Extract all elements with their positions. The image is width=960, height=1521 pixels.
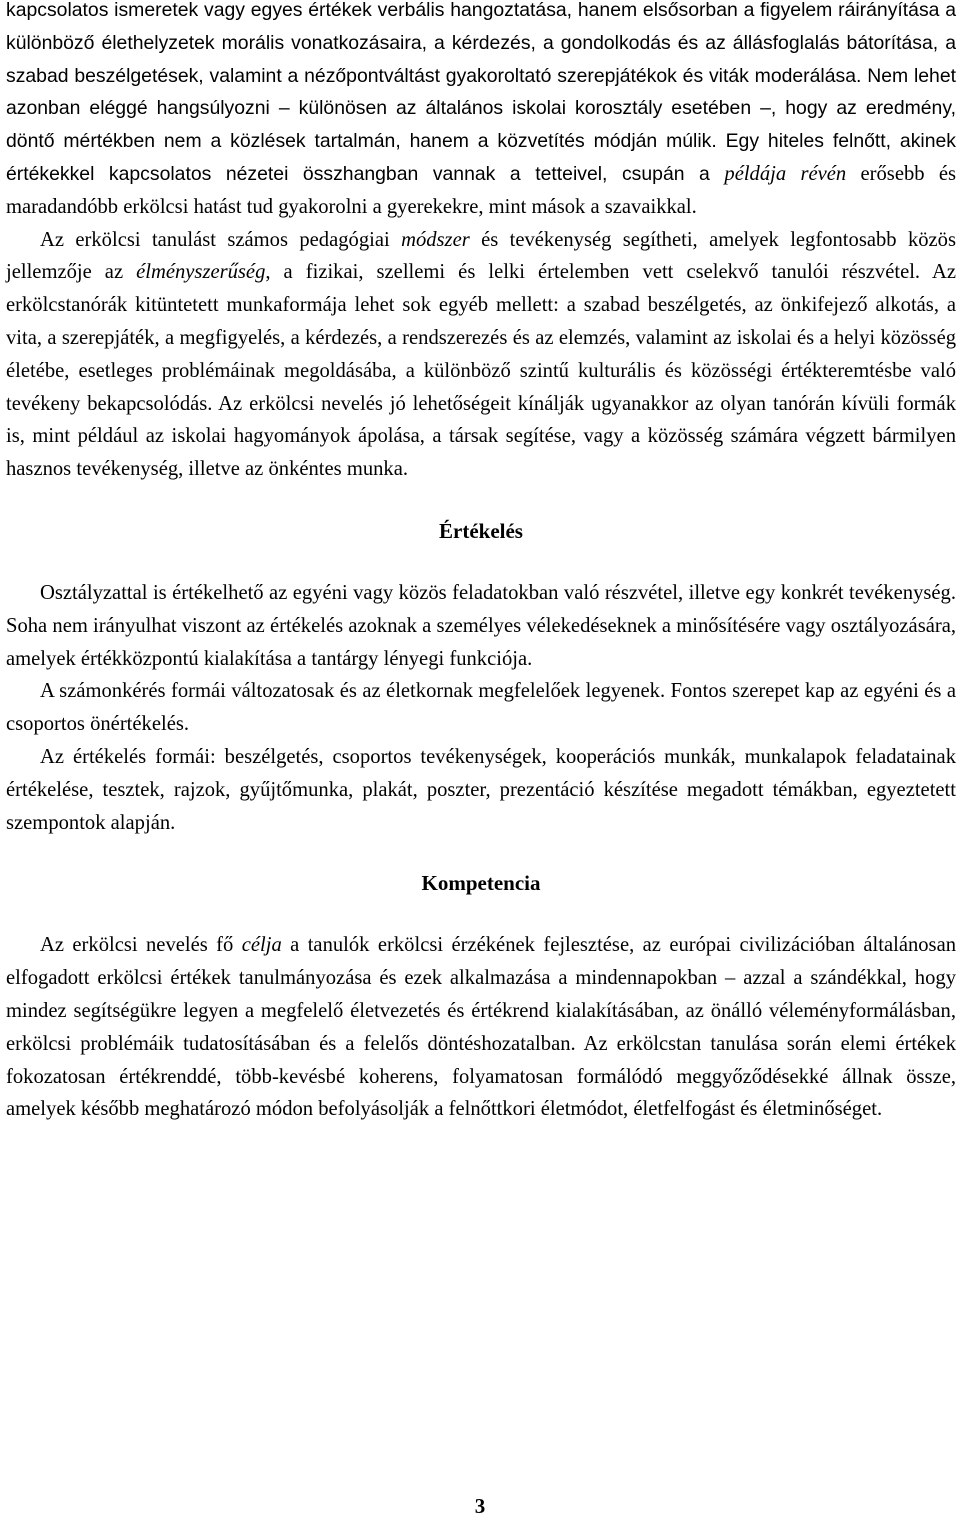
text-run: Az erkölcsi nevelés fő (40, 934, 242, 957)
section-heading-evaluation: Értékelés (439, 518, 523, 543)
text-run: és tevékenység segítheti, amelyek legfontosabb közös jellemzője az (6, 228, 956, 284)
page-number: 3 (474, 1494, 486, 1518)
text-run: a tanulók erkölcsi érzékének fejlesztése, az európai civilizációban általánosan elfogadott erkölcsi értékek tanulmányozása és ezek alkalmazása a mindennapokban – azzal a szándékkal, hogy mindez segítségükre legyen a megfelelő életvezetés és értékrend kialakításában, az önálló véleményformálásban, erkölcsi problémáik tudatosításában és a felelős döntéshozatalban. Az erkölcstan tanulása során elemi értékek fokozatosan értékrenddé, több-kevésbé koherens, folyamatosan formálódó meggyőződésekké állnak össze, amelyek később meghatározó módon befolyásolják a felnőttkori életmódot, életfelfogást és életminőséget. (6, 934, 957, 1121)
italic-run: példája révén (724, 162, 847, 185)
paragraph-assessment-forms: A számonkérés formái változatosak és az életkornak megfelelőek legyenek. Fontos szerepet kap az egyéni és a csoportos önértékelés. (6, 680, 956, 736)
text-run: kapcsolatos ismeretek vagy egyes értékek verbális hangoztatása, hanem elsősorban a figyelem ráirányítása a különböző élethelyzetek morális vonatkozásaira, a kérdezés, a gondolkodás és az állásfoglalás bátorítása, a szabad beszélgetések, valamint a nézőpontváltást gyakoroltató szerepjátékok és viták moderálása. Nem lehet azonban eléggé hangsúlyozni – különösen az általános iskolai korosztály esetében –, hogy az eredmény, döntő mértékben nem a közlések tartalmán, hanem a közvetítés módján múlik. Egy hiteles felnőtt, akinek értékekkel kapcsolatos nézetei összhangban vannak a tetteivel, csupán a (6, 0, 956, 185)
section-heading-competence: Kompetencia (421, 871, 541, 896)
text-run: erősebb és maradandóbb erkölcsi hatást tud gyakorolni a gyerekekre, mint mások a szavaikkal. (6, 162, 957, 218)
italic-run: célja (241, 934, 282, 957)
document-page (6, 0, 956, 1126)
paragraph-evaluation-forms: Az értékelés formái: beszélgetés, csoportos tevékenységek, kooperációs munkák, munkalapok feladatainak értékelése, tesztek, rajzok, gyűjtőmunka, plakát, poszter, prezentáció készítése megadott témákban, egyeztetett szempontok alapján. (6, 745, 956, 834)
italic-run: módszer (401, 228, 470, 251)
text-run: , a fizikai, szellemi és lelki értelemben vett cselekvő tanulói részvétel. Az erkölcstanórák kitüntetett munkaformája lehet sok egyéb mellett: a szabad beszélgetés, az önkifejező alkotás, a vita, a szerepjáték, a megfigyelés, a kérdezés, a rendszerezés és az elemzés, valamint az iskolai és a helyi közösség életébe, esetleges problémáinak megoldásába, a különböző szintű kulturális és közösségi értékteremtésbe való tevékeny bekapcsolódás. Az erkölcsi nevelés jó lehetőségeit kínálják ugyanakkor az olyan tanórán kívüli formák is, mint például az iskolai hagyományok ápolása, a társak segítése, vagy a közösség számára végzett bármilyen hasznos tevékenység, illetve az önkéntes munka. (6, 261, 956, 481)
paragraph-grading: Osztályzattal is értékelhető az egyéni vagy közös feladatokban való részvétel, illetve egy konkrét tevékenység. Soha nem irányulhat viszont az értékelés azoknak a személyes vélekedéseknek a minősítésére vagy osztályozására, amelyek értékközpontú kialakítása a tantárgy lényegi funkciója. (6, 581, 956, 670)
text-run: Az erkölcsi tanulást számos pedagógiai (40, 228, 402, 251)
italic-run: élményszerűség (136, 261, 266, 284)
paragraph-competence-goal (6, 929, 956, 1126)
paragraph-methods (6, 224, 956, 486)
paragraph-moral-education-approach (6, 0, 956, 224)
